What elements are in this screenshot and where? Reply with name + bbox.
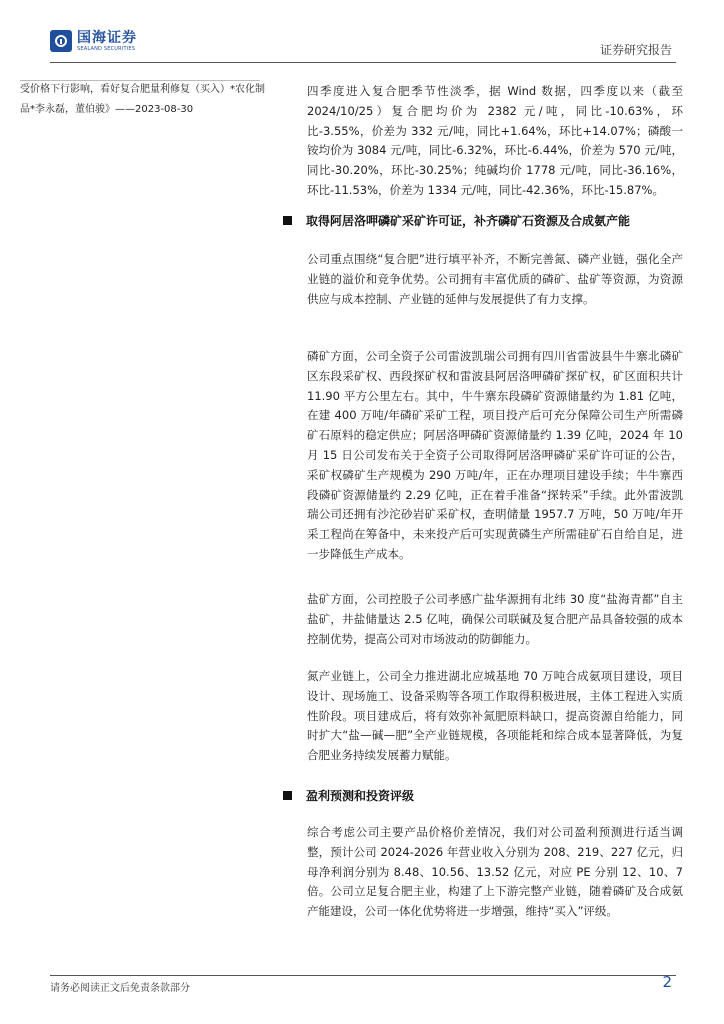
section-2-para-2: [307, 347, 683, 565]
section-2-paragraph: 氮产业链上，公司全力推进湖北应城基地 70 万吨合成氨项目建设，项目设计、现场施工、设备采购等各项工作取得积极进展，主体工程进入实质性阶段。项目建成后，将有效弥补氮肥原料缺口，提高资源自给能力，同时扩大“盐—碱—肥”全产业链规模，各项能耗和综合成本显著降低，为复合肥业务持续发展蓄力赋能。: [307, 669, 683, 763]
page-number: 2: [662, 973, 672, 991]
footer-divider: [50, 975, 676, 976]
section-2-para-1: [307, 250, 683, 309]
related-report-reference: 受价格下行影响，看好复合肥量利修复（买入）*农化制品*李永磊，董伯骏》——2023-08-30: [20, 84, 265, 115]
logo-english-name: SEALAND SECURITIES: [77, 45, 136, 52]
section-2-paragraph: 公司重点围绕“复合肥”进行填平补齐，不断完善氮、磷产业链，强化全产业链的溢价和竞争优势。公司拥有丰富优质的磷矿、盐矿等资源，为资源供应与成本控制、产业链的延伸与发展提供了有力支撑。: [307, 252, 683, 306]
section-3-heading: [283, 787, 414, 804]
section-2-heading: [283, 212, 630, 229]
logo-chinese-name: 国海证券: [77, 29, 137, 46]
section-3-para-1: [307, 823, 683, 922]
section-3-paragraph: 综合考虑公司主要产品价格价差情况，我们对公司盈利预测进行适当调整，预计公司 2024-2026 年营业收入分别为 208、219、227 亿元，归母净利润分别为 8.48、10.56、13.52 亿元，对应 PE 分别 12、10、7 倍。公司立足复合肥主业，构建了上下游完整产业链，随着磷矿及合成氨产能建设，公司一体化优势将进一步增强，维持“买入”评级。: [307, 825, 683, 919]
section-2-title: 取得阿居洛呷磷矿采矿许可证，补齐磷矿石资源及合成氨产能: [306, 214, 631, 228]
section-1: [307, 82, 683, 201]
company-logo: [50, 30, 137, 52]
header-divider: [50, 62, 676, 63]
section-1-paragraph: 四季度进入复合肥季节性淡季，据 Wind 数据，四季度以来（截至 2024/10/25）复合肥均价为 2382 元/吨，同比-10.63%，环比-3.55%，价差为 332 元/吨，同比+1.64%，环比+14.07%；磷酸一铵均价为 3084 元/吨，同比-6.32%，环比-6.44%，价差为 570 元/吨，同比-30.20%，环比-30.25%；纯碱均价 1778 元/吨，同比-36.16%，环比-11.53%，价差为 1334 元/吨，同比-42.36%，环比-15.87%。: [307, 84, 683, 197]
section-2-para-3: [307, 590, 683, 649]
section-2-paragraph: 盐矿方面，公司控股子公司孝感广盐华源拥有北纬 30 度“盐海青都”自主盐矿，井盐储量达 2.5 亿吨，确保公司联碱及复合肥产品具备较强的成本控制优势，提高公司对市场波动的防御能力。: [307, 592, 683, 646]
square-bullet-icon: [283, 216, 292, 225]
report-type-label: 证券研究报告: [599, 43, 672, 57]
logo-icon: [50, 30, 72, 52]
section-2-para-4: [307, 667, 683, 766]
square-bullet-icon: [283, 791, 292, 800]
section-2-paragraph: 磷矿方面，公司全资子公司雷波凯瑞公司拥有四川省雷波县牛牛寨北磷矿区东段采矿权、西段探矿权和雷波县阿居洛呷磷矿探矿权，矿区面积共计 11.90 平方公里左右。其中，牛牛寨东段磷矿资源储量约为 1.81 亿吨，在建 400 万吨/年磷矿采矿工程，项目投产后可充分保障公司生产所需磷矿石原料的稳定供应；阿居洛呷磷矿资源储量约 1.39 亿吨，2024 年 10 月 15 日公司发布关于全资子公司取得阿居洛呷磷矿采矿许可证的公告，采矿权磷矿生产规模为 290 万吨/年，正在办理项目建设手续；牛牛寨西段磷矿资源储量约 2.29 亿吨，正在着手准备“探转采”手续。此外雷波凯瑞公司还拥有沙沱砂岩矿采矿权，查明储量 1957.7 万吨，50 万吨/年开采工程尚在筹备中，未来投产后可实现黄磷生产所需硅矿石自给自足，进一步降低生产成本。: [307, 349, 683, 561]
section-3-title: 盈利预测和投资评级: [306, 789, 415, 803]
disclaimer-note: 请务必阅读正文后免责条款部分: [50, 983, 190, 994]
